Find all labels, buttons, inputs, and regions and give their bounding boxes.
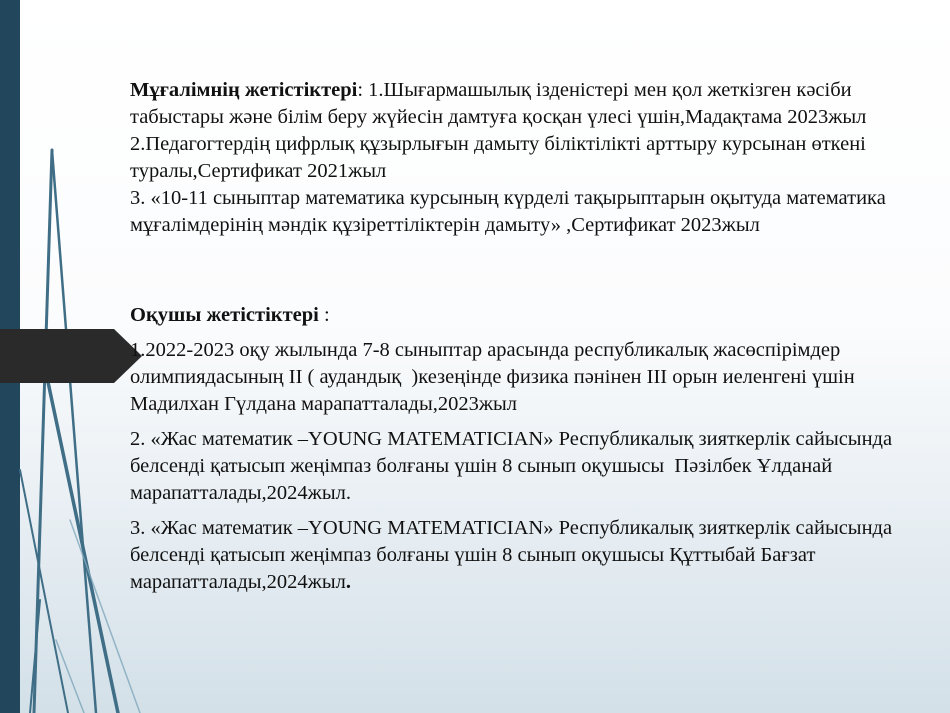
students-heading-suffix: : bbox=[318, 304, 330, 326]
student-item-3-bold-suffix: . bbox=[345, 571, 351, 593]
slide-content bbox=[130, 77, 920, 596]
student-item-2: 2. «Жас математик –YOUNG MATEMATICIAN» Республикалық зияткерлік сайысында белсенді қатысып жеңімпаз болғаны үшін 8 сынып оқушысы Пәзілбек Ұлданай марапатталады,2024жыл. bbox=[130, 428, 898, 504]
students-heading: Оқушы жетістіктері bbox=[130, 304, 319, 326]
teacher-item-1: 1.Шығармашылық ізденістері мен қол жеткізген кәсіби табыстары және білім беру жүйесін дамтуға қосқан үлесі үшін,Мадақтама 2023жыл bbox=[130, 79, 867, 128]
students-heading-line bbox=[130, 302, 920, 329]
item-gap bbox=[130, 329, 920, 337]
student-item-3-line bbox=[130, 515, 920, 596]
student-item-1: 1.2022-2023 оқу жылында 7-8 сыныптар арасында республикалық жасөспірімдер олимпиядасының II ( аудандық )кезеңінде физика пәнінен III орын иеленгені үшін Мадилхан Гүлдана марапатталады,2023жыл bbox=[130, 339, 860, 415]
teacher-heading-suffix: : bbox=[357, 79, 369, 101]
item-gap bbox=[130, 507, 920, 515]
teacher-item-2: 2.Педагогтердің цифрлық құзырлығын дамыту біліктілікті арттыру курсынан өткені туралы,Сертификат 2021жыл bbox=[130, 133, 871, 182]
teacher-heading: Мұғалімнің жетістіктері bbox=[130, 79, 358, 101]
teacher-heading-line bbox=[130, 77, 920, 131]
item-gap bbox=[130, 418, 920, 426]
section-gap bbox=[130, 239, 920, 302]
teacher-item-3: 3. «10-11 сыныптар математика курсының күрделі тақырыптарын оқытуда математика мұғалімдерінің мәндік құзіреттіліктерін дамыту» ,Сертификат 2023жыл bbox=[130, 187, 891, 236]
arrow-tab-shape bbox=[0, 329, 142, 383]
student-item-3: 3. «Жас математик –YOUNG MATEMATICIAN» Республикалық зияткерлік сайысында белсенді қатысып жеңімпаз болғаны үшін 8 сынып оқушысы Құттыбай Бағзат марапатталады,2024жыл bbox=[130, 517, 898, 593]
